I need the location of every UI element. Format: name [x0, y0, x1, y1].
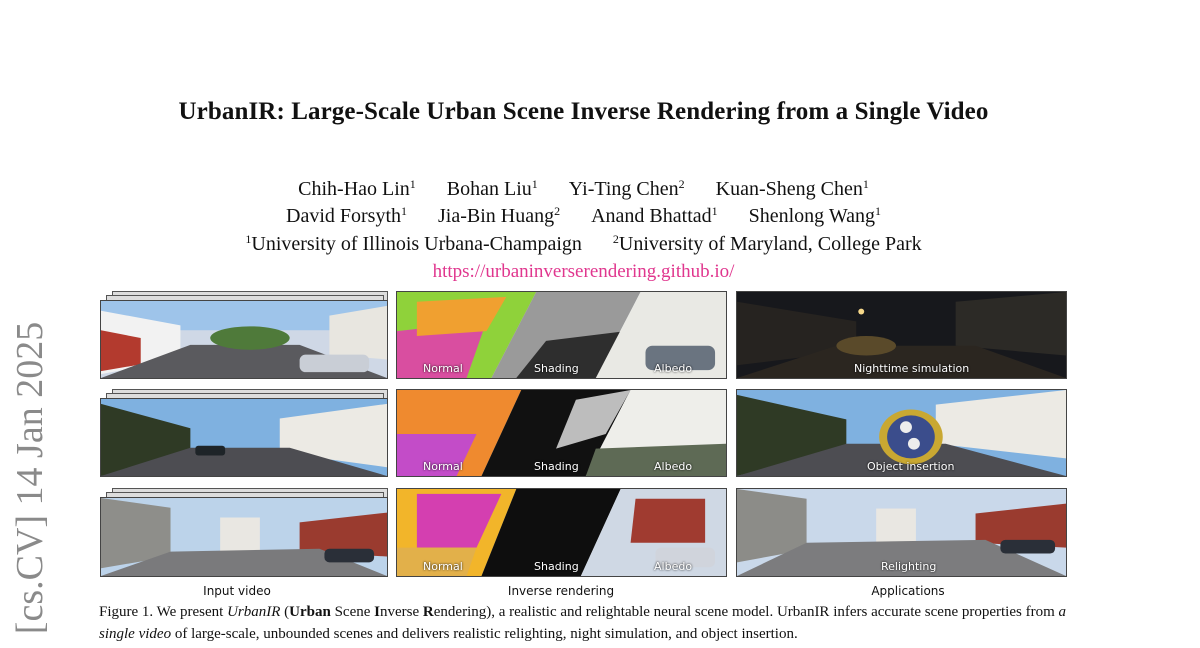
shading-label: Shading: [534, 460, 579, 473]
column-label-inverse-rendering: Inverse rendering: [507, 584, 615, 598]
shading-label: Shading: [534, 362, 579, 375]
inverse-rendering-panel: [396, 291, 727, 379]
author: Chih-Hao Lin$^1$: [298, 177, 416, 200]
column-label-applications: Applications: [871, 584, 945, 598]
object-insertion-label: Object insertion: [867, 460, 955, 473]
relighting-label: Relighting: [881, 560, 937, 573]
arxiv-stamp: [cs.CV] 14 Jan 2025: [9, 321, 51, 635]
albedo-label: Albedo: [654, 460, 693, 473]
inverse-rendering-panel: [396, 488, 727, 577]
albedo-label: Albedo: [654, 560, 693, 573]
authors-row-2: [0, 205, 1167, 228]
authors-row-1: [0, 178, 1167, 201]
application-panel: [736, 291, 1067, 379]
author: Bohan Liu$^1$: [446, 177, 538, 200]
nighttime-simulation-label: Nighttime simulation: [854, 362, 970, 375]
input-video-frame: [100, 497, 388, 577]
author: Anand Bhattad$^1$: [591, 204, 718, 227]
albedo-label: Albedo: [654, 362, 693, 375]
normal-label: Normal: [423, 460, 463, 473]
application-panel: [736, 488, 1067, 577]
affiliation: $^1$University of Illinois Urbana-Champaign: [245, 232, 582, 255]
application-panel: [736, 389, 1067, 477]
shading-label: Shading: [534, 560, 579, 573]
column-label-input-video: Input video: [203, 584, 271, 598]
input-video-frame: [100, 398, 388, 477]
affiliations: [0, 233, 1167, 256]
author: Shenlong Wang$^1$: [748, 204, 881, 227]
project-url-link[interactable]: https://urbaninverserendering.github.io/: [432, 261, 735, 282]
author: Jia-Bin Huang$^2$: [438, 204, 561, 227]
normal-label: Normal: [423, 362, 463, 375]
author: Yi-Ting Chen$^2$: [568, 177, 685, 200]
normal-label: Normal: [423, 560, 463, 573]
inverse-rendering-panel: [396, 389, 727, 477]
author: Kuan-Sheng Chen$^1$: [715, 177, 869, 200]
affiliation: $^2$University of Maryland, College Park: [612, 232, 922, 255]
figure-caption: Figure 1. We present UrbanIR (Urban Scene Inverse Rendering), a realistic and relightable neural scene model. UrbanIR infers accurate scene properties from a single video of large-scale, unbounded scenes and delivers realistic relighting, night simulation, and object insertion.: [99, 604, 1066, 642]
paper-title: UrbanIR: Large-Scale Urban Scene Inverse Rendering from a Single Video: [178, 98, 989, 125]
author: David Forsyth$^1$: [286, 204, 407, 227]
input-video-frame: [100, 300, 388, 379]
